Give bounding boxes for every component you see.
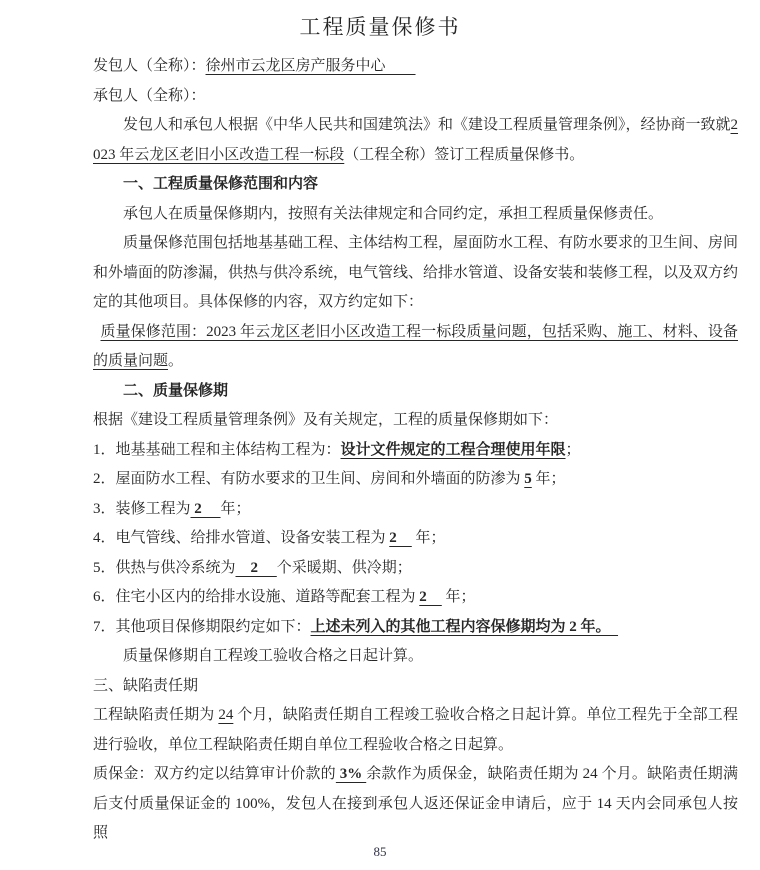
item-7-run: 7．其他项目保修期限约定如下： <box>93 618 311 635</box>
item-5-run: 2 <box>235 559 277 576</box>
defect-liability-run: 工程缺陷责任期为 <box>93 707 219 723</box>
item-5-run: 个采暖期、供冷期； <box>276 559 412 576</box>
item-6-run: 6．住宅小区内的给排水设施、道路等配套工程为 <box>93 589 420 605</box>
page-number: 85 <box>373 844 387 859</box>
employer-line-run: 发包人（全称）： <box>93 58 206 74</box>
scope-agreement-run: 质量保修范围：2023 年云龙区老旧小区改造工程一标段质量问题，包括采购、施工、材料、设备的质量问题 <box>93 323 738 369</box>
item-5-run: 5．供热与供冷系统为 <box>93 559 236 576</box>
retention-money-run: 3% <box>335 766 367 782</box>
warranty-start <box>93 642 738 672</box>
section-2-heading <box>93 377 738 407</box>
item-2-run: 年； <box>531 471 566 487</box>
item-6-run: 年； <box>441 589 476 605</box>
scope-agreement <box>93 318 738 377</box>
intro-paragraph-run: 发包人和承包人根据《中华人民共和国建筑法》和《建设工程质量管理条例》，经协商一致就 <box>123 117 731 133</box>
document-body <box>0 42 760 849</box>
retention-money-run: 质保金：双方约定以结算审计价款的 <box>93 766 336 782</box>
retention-money-run: 余款作为质保金，缺陷责任期为 24 个月。缺陷责任期满后支付质量保证金的 100%，发包人在接到承包人返还保证金申请后，应于 14 天内会同承包人按照 <box>93 766 738 841</box>
employer-line-run: 徐州市云龙区房产服务中心 <box>205 58 416 74</box>
warranty-scope <box>93 229 738 318</box>
warranty-duty-run: 承包人在质量保修期内，按照有关法律规定和合同约定，承担工程质量保修责任。 <box>123 205 664 222</box>
warranty-period-intro-run: 根据《建设工程质量管理条例》及有关规定，工程的质量保修期如下： <box>93 412 559 428</box>
section-2-heading-run: 二、质量保修期 <box>123 382 229 399</box>
item-4 <box>93 524 738 554</box>
section-1-heading-run: 一、工程质量保修范围和内容 <box>123 176 319 192</box>
intro-paragraph <box>93 111 738 170</box>
defect-liability-run: 个月，缺陷责任期自工程竣工验收合格之日起计算。单位工程先于全部工程进行验收，单位工程缺陷责任期自单位工程验收合格之日起算。 <box>93 707 738 753</box>
warranty-start-run: 质量保修期自工程竣工验收合格之日起计算。 <box>123 648 424 664</box>
item-1-run: ； <box>565 441 581 458</box>
item-4-run: 年； <box>411 530 446 546</box>
item-1-run: 1．地基基础工程和主体结构工程为： <box>93 441 341 458</box>
defect-liability <box>93 701 738 760</box>
section-3-heading <box>93 672 738 702</box>
warranty-scope-run: 质量保修范围包括地基基础工程、主体结构工程，屋面防水工程、有防水要求的卫生间、房间和外墙面的防渗漏，供热与供冷系统，电气管线、给排水管道、设备安装和装修工程，以及双方约定的其他项目。具体保修的内容，双方约定如下： <box>93 235 739 310</box>
item-6-run: 2 <box>419 589 442 605</box>
item-2-run: 2．屋面防水工程、有防水要求的卫生间、房间和外墙面的防渗为 <box>93 471 525 487</box>
warranty-period-intro <box>93 406 738 436</box>
item-5 <box>93 554 738 584</box>
retention-money <box>93 760 738 849</box>
item-1 <box>93 436 738 466</box>
item-6 <box>93 583 738 613</box>
item-3 <box>93 495 738 525</box>
item-7 <box>93 613 738 643</box>
intro-paragraph-run: 2023 年云龙区老旧小区改造工程一标段 <box>93 117 739 163</box>
employer-line <box>93 52 738 82</box>
item-2 <box>93 465 738 495</box>
section-1-heading <box>93 170 738 200</box>
section-3-heading-run: 三、缺陷责任期 <box>93 677 199 694</box>
defect-liability-run: 24 <box>218 707 234 723</box>
item-3-run: 年； <box>220 500 251 517</box>
scope-agreement-run: 。 <box>168 353 184 369</box>
item-7-run: 上述未列入的其他工程内容保修期均为 2 年。 <box>310 618 619 635</box>
item-4-run: 2 <box>389 530 412 546</box>
item-1-run: 设计文件规定的工程合理使用年限 <box>340 441 566 458</box>
document-title: 工程质量保修书 <box>299 15 461 39</box>
item-3-run: 2 <box>190 500 221 517</box>
intro-paragraph-run: （工程全称）签订工程质量保修书。 <box>344 146 585 163</box>
item-2-run: 5 <box>524 471 532 487</box>
warranty-duty <box>93 200 738 230</box>
contractor-line-run: 承包人（全称）： <box>93 87 206 104</box>
item-4-run: 4．电气管线、给排水管道、设备安装工程为 <box>93 530 390 546</box>
item-3-run: 3．装修工程为 <box>93 500 191 517</box>
contractor-line <box>93 82 738 112</box>
